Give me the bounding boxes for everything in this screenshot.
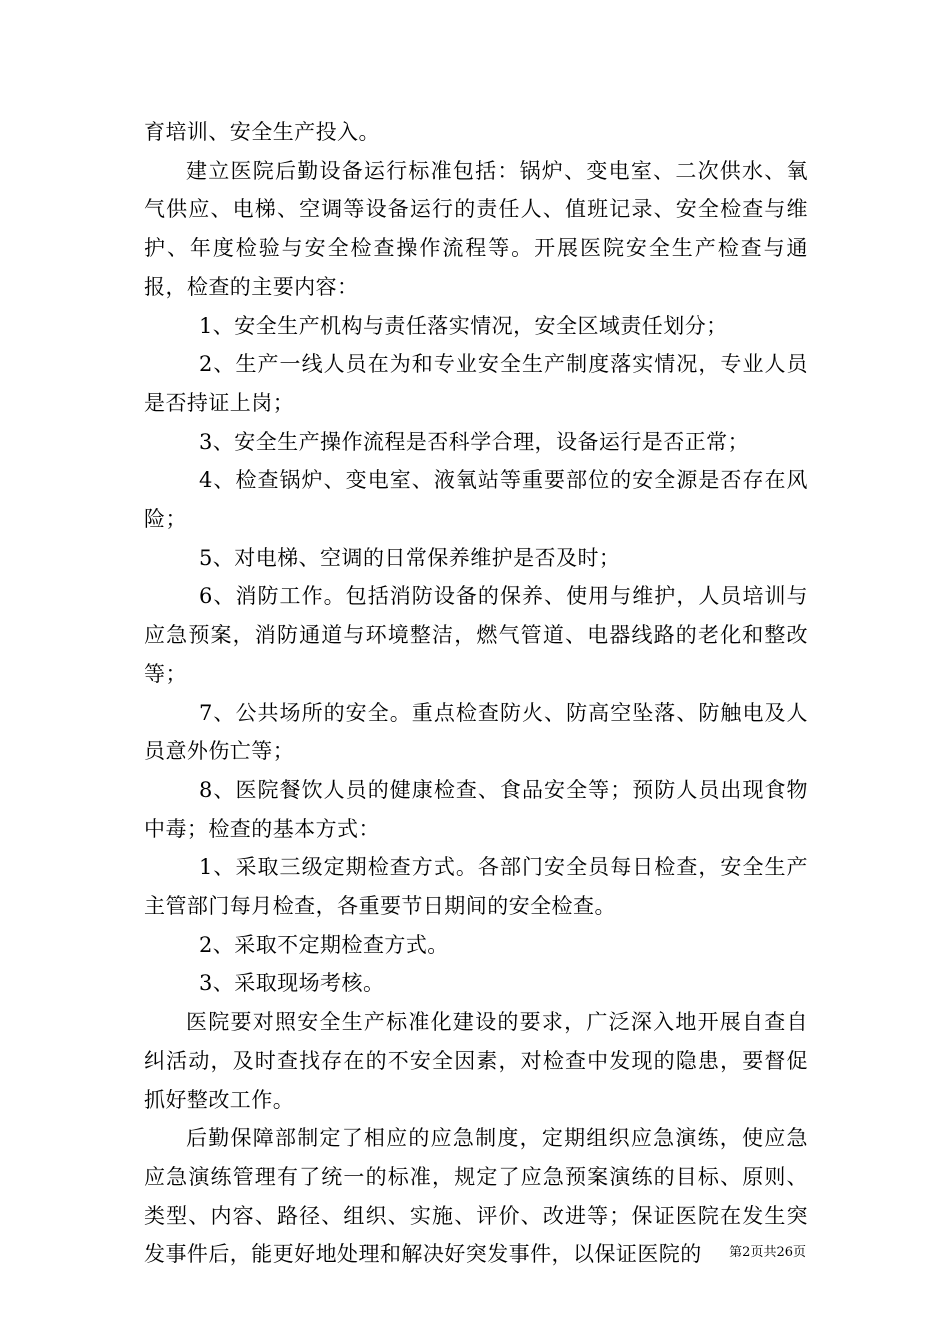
list-item: 2、采取不定期检查方式。 (199, 932, 449, 957)
list-item: 7、公共场所的安全。重点检查防火、防高空坠落、防触电及人员意外伤亡等； (144, 700, 808, 764)
list-item: 2、生产一线人员在为和专业安全生产制度落实情况，专业人员是否持证上岗； (144, 352, 808, 415)
paragraph: 后勤保障部制定了相应的应急制度，定期组织应急演练，使应急应急演练管理有了统一的标准，规定了应急预案演练的目标、原则、类型、内容、路径、组织、实施、评价、改进等；保证医院在发生突发事件后，能更好地处理和解决好突发事件，以保证医院的 (144, 1126, 808, 1267)
paragraph: 医院要对照安全生产标准化建设的要求，广泛深入地开展自查自纠活动，及时查找存在的不安全因素，对检查中发现的隐患，要督促抓好整改工作。 (144, 1010, 808, 1112)
list-item: 6、消防工作。包括消防设备的保养、使用与维护，人员培训与应急预案，消防通道与环境整洁，燃气管道、电器线路的老化和整改等； (144, 584, 808, 686)
list-item: 5、对电梯、空调的日常保养维护是否及时； (199, 545, 621, 570)
paragraph: 建立医院后勤设备运行标准包括：锅炉、变电室、二次供水、氧气供应、电梯、空调等设备运行的责任人、值班记录、安全检查与维护、年度检验与安全检查操作流程等。开展医院安全生产检查与通报，检查的主要内容： (144, 158, 808, 299)
paragraph: 育培训、安全生产投入。 (144, 120, 380, 144)
page-number: 第2页共26页 (729, 1245, 806, 1260)
list-item: 8、医院餐饮人员的健康检查、食品安全等；预防人员出现食物中毒；检查的基本方式： (144, 777, 808, 841)
list-item: 3、采取现场考核。 (199, 971, 385, 996)
document-body (144, 113, 808, 1274)
list-item: 1、安全生产机构与责任落实情况，安全区域责任划分； (199, 313, 728, 338)
list-item: 1、采取三级定期检查方式。各部门安全员每日检查，安全生产主管部门每月检查，各重要节日期间的安全检查。 (144, 855, 808, 919)
list-item: 4、检查锅炉、变电室、液氧站等重要部位的安全源是否存在风险； (144, 468, 808, 532)
list-item: 3、安全生产操作流程是否科学合理，设备运行是否正常； (199, 429, 750, 454)
